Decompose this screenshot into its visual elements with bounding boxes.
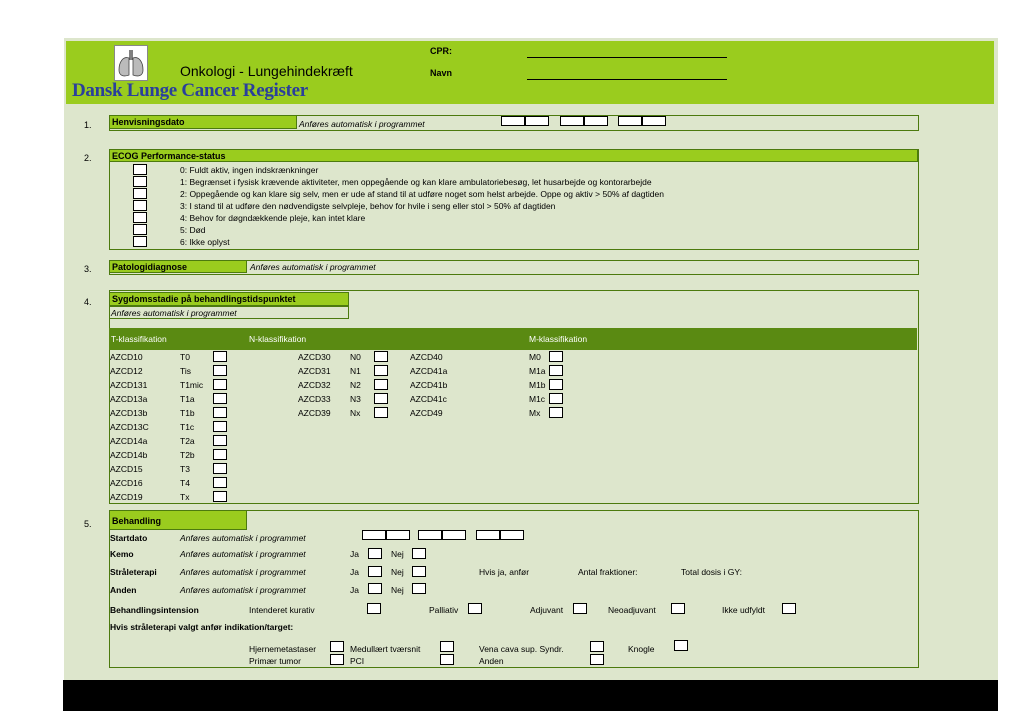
neoadjuvant-label: Neoadjuvant	[608, 605, 656, 615]
neoadjuvant-checkbox[interactable]	[671, 603, 685, 614]
startdato-label: Startdato	[110, 533, 148, 543]
henvisningsdato-label: Henvisningsdato	[109, 115, 297, 129]
t-label: T4	[180, 478, 190, 488]
adjuvant-checkbox[interactable]	[573, 603, 587, 614]
ecog-checkbox-3[interactable]	[133, 200, 147, 211]
medullaert-checkbox[interactable]	[440, 641, 454, 652]
n-label: N1	[350, 366, 361, 376]
ecog-option-6: 6: Ikke oplyst	[180, 237, 230, 247]
palliativ-checkbox[interactable]	[468, 603, 482, 614]
straaleterapi-auto: Anføres automatisk i programmet	[180, 567, 306, 577]
n-code: AZCD30	[298, 352, 331, 362]
m-label: M0	[529, 352, 541, 362]
date-box-yy-2[interactable]	[642, 116, 666, 126]
primaer-tumor-label: Primær tumor	[249, 656, 301, 666]
anden-ja-checkbox[interactable]	[368, 583, 382, 594]
t-checkbox-5[interactable]	[213, 421, 227, 432]
t-label: T1c	[180, 422, 195, 432]
date-box-dd-1[interactable]	[501, 116, 525, 126]
patologidiagnose-auto: Anføres automatisk i programmet	[250, 262, 376, 272]
ecog-checkbox-6[interactable]	[133, 236, 147, 247]
t-code: AZCD14a	[110, 436, 148, 446]
m-code: AZCD41a	[410, 366, 448, 376]
anden-ja-label: Ja	[350, 585, 359, 595]
t-checkbox-7[interactable]	[213, 449, 227, 460]
m-code: AZCD41c	[410, 394, 447, 404]
medullaert-label: Medullært tværsnit	[350, 644, 421, 654]
kemo-auto: Anføres automatisk i programmet	[180, 549, 306, 559]
straaleterapi-label: Stråleterapi	[110, 567, 157, 577]
m-code: AZCD41b	[410, 380, 448, 390]
n-code: AZCD39	[298, 408, 331, 418]
m-code: AZCD49	[410, 408, 443, 418]
m-label: Mx	[529, 408, 541, 418]
kurativ-checkbox[interactable]	[367, 603, 381, 614]
m-code: AZCD40	[410, 352, 443, 362]
total-dosis-label: Total dosis i GY:	[681, 567, 742, 577]
hvis-ja-label: Hvis ja, anfør	[479, 567, 530, 577]
startdato-auto: Anføres automatisk i programmet	[180, 533, 306, 543]
patologidiagnose-label: Patologidiagnose	[109, 260, 247, 273]
ecog-option-4: 4: Behov for døgndækkende pleje, kan intet klare	[180, 213, 366, 223]
n-code: AZCD32	[298, 380, 331, 390]
knogle-checkbox[interactable]	[674, 640, 688, 651]
behandlingsintension-label: Behandlingsintension	[110, 605, 199, 615]
start-date-box-1[interactable]	[362, 530, 386, 540]
behandling-label: Behandling	[109, 510, 247, 530]
t-checkbox-2[interactable]	[213, 379, 227, 390]
section-1-number: 1.	[84, 120, 92, 130]
date-box-yy-1[interactable]	[618, 116, 642, 126]
palliativ-label: Palliativ	[429, 605, 459, 615]
t-label: T0	[180, 352, 190, 362]
t-code: AZCD13C	[110, 422, 149, 432]
classification-header-bar	[109, 328, 917, 350]
straale-nej-label: Nej	[391, 567, 404, 577]
brand-logo-text: Dansk Lunge Cancer Register	[72, 80, 308, 101]
sygdomsstadie-label: Sygdomsstadie på behandlingstidspunktet	[109, 292, 349, 306]
kemo-nej-checkbox[interactable]	[412, 548, 426, 559]
lungs-icon	[114, 45, 148, 81]
ecog-checkbox-0[interactable]	[133, 164, 147, 175]
cpr-label: CPR:	[430, 46, 452, 56]
kemo-ja-checkbox[interactable]	[368, 548, 382, 559]
henvisningsdato-auto: Anføres automatisk i programmet	[299, 119, 425, 129]
t-code: AZCD13a	[110, 394, 148, 404]
date-box-dd-2[interactable]	[525, 116, 549, 126]
straale-ja-checkbox[interactable]	[368, 566, 382, 577]
m-label: M1a	[529, 366, 546, 376]
m-checkbox-1[interactable]	[549, 365, 563, 376]
section-3-number: 3.	[84, 264, 92, 274]
t-label: T2a	[180, 436, 195, 446]
hvis-straale-label: Hvis stråleterapi valgt anfør indikation/target:	[110, 622, 294, 632]
ecog-checkbox-4[interactable]	[133, 212, 147, 223]
section-5-number: 5.	[84, 519, 92, 529]
m-checkbox-0[interactable]	[549, 351, 563, 362]
ecog-option-1: 1: Begrænset i fysisk krævende aktiviteter, men oppegående og kan klare ambulatoriebesøg, let husarbejde og kontorarbejde	[180, 177, 652, 187]
sygdomsstadie-auto: Anføres automatisk i programmet	[111, 308, 237, 318]
kemo-ja-label: Ja	[350, 549, 359, 559]
t-checkbox-10[interactable]	[213, 491, 227, 502]
navn-field[interactable]	[527, 79, 727, 80]
ecog-option-5: 5: Død	[180, 225, 206, 235]
straale-nej-checkbox[interactable]	[412, 566, 426, 577]
t-code: AZCD131	[110, 380, 148, 390]
vena-cava-label: Vena cava sup. Syndr.	[479, 644, 564, 654]
t-label: T1mic	[180, 380, 204, 390]
page-title: Onkologi - Lungehindekræft	[180, 63, 353, 79]
date-box-mm-1[interactable]	[560, 116, 584, 126]
pci-label: PCI	[350, 656, 365, 666]
pci-checkbox[interactable]	[440, 654, 454, 665]
t-checkbox-9[interactable]	[213, 477, 227, 488]
n-label: N0	[350, 352, 361, 362]
m-klassifikation-head: M-klassifikation	[529, 334, 588, 344]
n-checkbox-4[interactable]	[374, 407, 388, 418]
ecog-option-2: 2: Oppegående og kan klare sig selv, men er ude af stand til at udføre noget som helst arbejde. Oppe og aktiv > 50% af dagtiden	[180, 189, 664, 199]
start-date-box-4[interactable]	[442, 530, 466, 540]
n-checkbox-1[interactable]	[374, 365, 388, 376]
anden-target-checkbox[interactable]	[590, 654, 604, 665]
anden-auto: Anføres automatisk i programmet	[180, 585, 306, 595]
m-checkbox-4[interactable]	[549, 407, 563, 418]
n-code: AZCD31	[298, 366, 331, 376]
section-2-number: 2.	[84, 153, 92, 163]
t-checkbox-6[interactable]	[213, 435, 227, 446]
anden-nej-checkbox[interactable]	[412, 583, 426, 594]
vena-cava-checkbox[interactable]	[590, 641, 604, 652]
start-date-box-3[interactable]	[418, 530, 442, 540]
t-label: T2b	[180, 450, 195, 460]
t-checkbox-4[interactable]	[213, 407, 227, 418]
n-label: N2	[350, 380, 361, 390]
ecog-checkbox-2[interactable]	[133, 188, 147, 199]
cpr-field[interactable]	[527, 57, 727, 58]
ecog-option-3: 3: I stand til at udføre den nødvendigste selvpleje, behov for hvile i seng eller stol > 50% af dagtiden	[180, 201, 556, 211]
t-code: AZCD15	[110, 464, 143, 474]
t-code: AZCD10	[110, 352, 143, 362]
section-4-number: 4.	[84, 297, 92, 307]
primaer-tumor-checkbox[interactable]	[330, 654, 344, 665]
ecog-option-0: 0: Fuldt aktiv, ingen indskrænkninger	[180, 165, 319, 175]
n-checkbox-0[interactable]	[374, 351, 388, 362]
knogle-label: Knogle	[628, 644, 655, 654]
t-code: AZCD16	[110, 478, 143, 488]
hjernemetastaser-checkbox[interactable]	[330, 641, 344, 652]
start-date-box-6[interactable]	[500, 530, 524, 540]
ikke-udfyldt-checkbox[interactable]	[782, 603, 796, 614]
t-checkbox-8[interactable]	[213, 463, 227, 474]
n-checkbox-2[interactable]	[374, 379, 388, 390]
t-klassifikation-head: T-klassifikation	[111, 334, 167, 344]
straale-ja-label: Ja	[350, 567, 359, 577]
m-checkbox-2[interactable]	[549, 379, 563, 390]
t-label: T1b	[180, 408, 195, 418]
t-label: T3	[180, 464, 190, 474]
n-klassifikation-head: N-klassifikation	[249, 334, 307, 344]
t-label: Tx	[180, 492, 190, 502]
section-4	[109, 290, 919, 504]
n-label: Nx	[350, 408, 361, 418]
kemo-label: Kemo	[110, 549, 134, 559]
t-code: AZCD13b	[110, 408, 148, 418]
m-checkbox-3[interactable]	[549, 393, 563, 404]
adjuvant-label: Adjuvant	[530, 605, 564, 615]
antal-fraktioner-label: Antal fraktioner:	[578, 567, 638, 577]
navn-label: Navn	[430, 68, 453, 78]
t-code: AZCD14b	[110, 450, 148, 460]
ecog-checkbox-1[interactable]	[133, 176, 147, 187]
n-code: AZCD33	[298, 394, 331, 404]
ecog-checkbox-5[interactable]	[133, 224, 147, 235]
date-box-mm-2[interactable]	[584, 116, 608, 126]
t-code: AZCD12	[110, 366, 143, 376]
t-label: Tis	[180, 366, 192, 376]
m-label: M1c	[529, 394, 546, 404]
ikke-udfyldt-label: Ikke udfyldt	[722, 605, 765, 615]
kurativ-label: Intenderet kurativ	[249, 605, 315, 615]
m-label: M1b	[529, 380, 546, 390]
anden-target-label: Anden	[479, 656, 504, 666]
start-date-box-5[interactable]	[476, 530, 500, 540]
t-code: AZCD19	[110, 492, 143, 502]
kemo-nej-label: Nej	[391, 549, 404, 559]
t-checkbox-3[interactable]	[213, 393, 227, 404]
t-checkbox-1[interactable]	[213, 365, 227, 376]
t-checkbox-0[interactable]	[213, 351, 227, 362]
ecog-label: ECOG Performance-status	[109, 149, 918, 162]
n-checkbox-3[interactable]	[374, 393, 388, 404]
anden-label: Anden	[110, 585, 137, 595]
start-date-box-2[interactable]	[386, 530, 410, 540]
anden-nej-label: Nej	[391, 585, 404, 595]
hjernemetastaser-label: Hjernemetastaser	[249, 644, 317, 654]
n-label: N3	[350, 394, 361, 404]
bottom-bar	[63, 680, 998, 711]
t-label: T1a	[180, 394, 195, 404]
